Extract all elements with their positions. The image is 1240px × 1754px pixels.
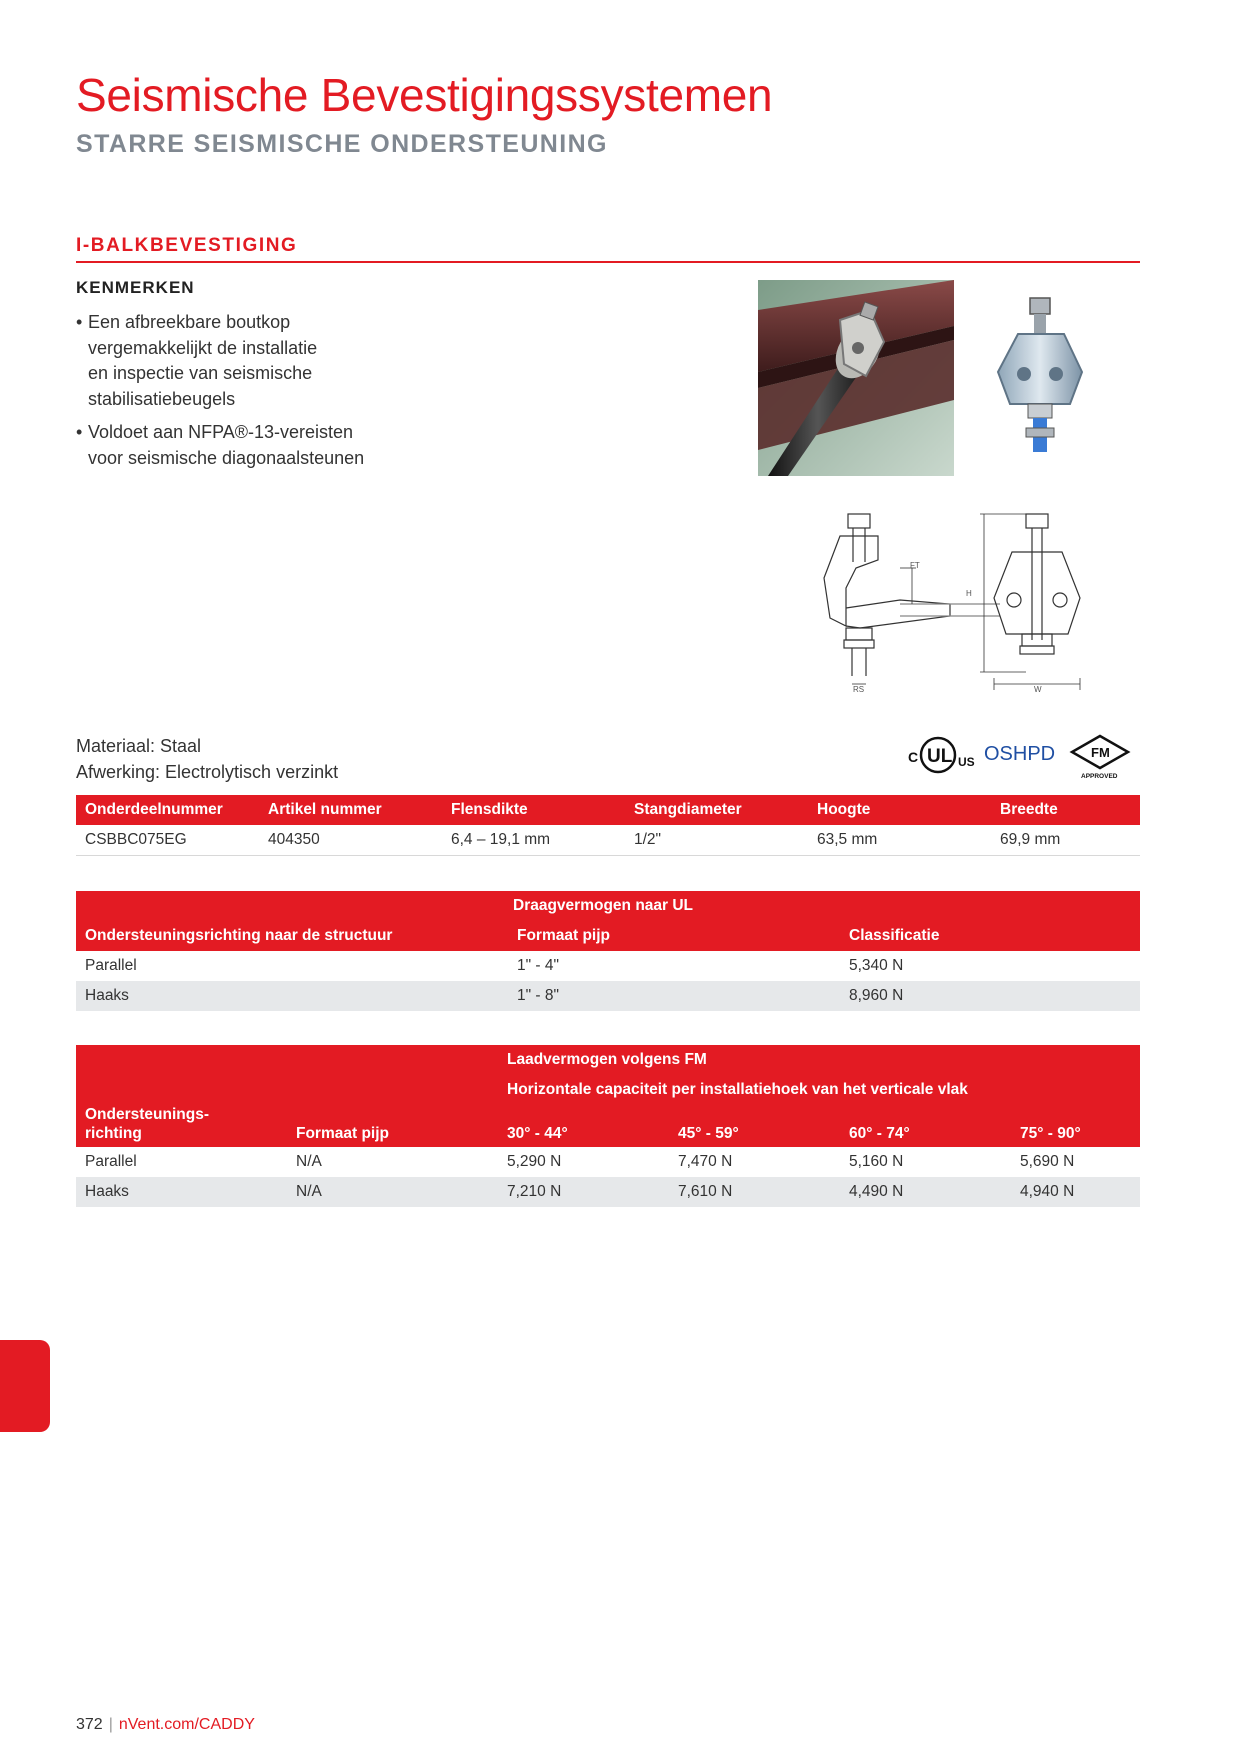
header-cell: 30° - 44° bbox=[498, 1105, 669, 1147]
table-cell: 404350 bbox=[259, 825, 442, 856]
table-cell: 1/2" bbox=[625, 825, 808, 856]
table-row bbox=[76, 951, 1140, 981]
header-cell: 45° - 59° bbox=[669, 1105, 840, 1147]
page-title: Seismische Bevestigingssystemen bbox=[76, 69, 773, 121]
fm-caption-row bbox=[76, 1045, 1140, 1075]
header-cell: Hoogte bbox=[808, 795, 991, 825]
table-row bbox=[76, 825, 1140, 856]
certification-logos bbox=[908, 730, 1138, 780]
feature-text: Voldoet aan NFPA®-13-vereisten voor seismische diagonaalsteunen bbox=[88, 422, 365, 468]
cul-us-text: US bbox=[958, 755, 975, 769]
footer-separator: | bbox=[108, 1716, 113, 1733]
page-number: 372 bbox=[76, 1716, 103, 1733]
ul-header-row bbox=[76, 921, 1140, 951]
cul-c-text: C bbox=[908, 749, 919, 765]
header-cell: Breedte bbox=[991, 795, 1140, 825]
table-cell: 1" - 8" bbox=[508, 981, 840, 1011]
website-link[interactable]: nVent.com/CADDY bbox=[118, 1716, 255, 1733]
features-heading: KENMERKEN bbox=[76, 278, 195, 297]
header-cell: Ondersteuningsrichting naar de structuur bbox=[76, 921, 508, 951]
w-label: W bbox=[1034, 685, 1042, 692]
oshpd-logo: OSHPD bbox=[984, 743, 1056, 765]
table-cell: Parallel bbox=[85, 957, 137, 974]
product-installed-photo bbox=[758, 280, 954, 476]
header-cell: Flensdikte bbox=[442, 795, 625, 825]
fm-subcaption: Horizontale capaciteit per installatiehoek van het verticale vlak bbox=[498, 1075, 1140, 1105]
header-cell: 60° - 74° bbox=[840, 1105, 1011, 1147]
ft-label: FT bbox=[910, 561, 920, 570]
table-cell: 4,490 N bbox=[840, 1177, 1011, 1207]
header-cell: Stangdiameter bbox=[625, 795, 808, 825]
feature-item bbox=[76, 420, 476, 471]
table-cell: CSBBC075EG bbox=[76, 825, 259, 856]
table-cell: 5,160 N bbox=[849, 1153, 904, 1170]
table-cell: N/A bbox=[296, 1153, 322, 1170]
material-line: Materiaal: Staal bbox=[76, 736, 202, 756]
ul-capacity-table bbox=[76, 891, 1140, 1011]
table-cell: 7,470 N bbox=[678, 1153, 733, 1170]
fm-approved-logo bbox=[1072, 736, 1128, 780]
table-cell: 5,690 N bbox=[1020, 1153, 1075, 1170]
header-cell: Ondersteunings- richting bbox=[76, 1105, 287, 1147]
feature-text: Een afbreekbare boutkop vergemakkelijkt de installatie en inspectie van seismische stabilisatiebeugels bbox=[88, 312, 318, 409]
approved-text: APPROVED bbox=[1081, 773, 1118, 780]
rs-label: RS bbox=[853, 685, 865, 692]
chapter-tab bbox=[0, 1340, 50, 1432]
table-cell: N/A bbox=[287, 1177, 498, 1207]
table-cell: 1" - 4" bbox=[517, 957, 560, 974]
fm-capacity-table bbox=[76, 1045, 1140, 1207]
side-view-drawing bbox=[824, 514, 1000, 692]
table-cell: 7,210 N bbox=[498, 1177, 669, 1207]
fm-caption: Laadvermogen volgens FM bbox=[498, 1045, 1140, 1075]
table-row bbox=[76, 1147, 1140, 1177]
header-cell: Onderdeelnummer bbox=[76, 795, 259, 825]
section-title: I-BALKBEVESTIGING bbox=[76, 235, 298, 256]
spec-table bbox=[76, 795, 1140, 856]
h-label: H bbox=[966, 589, 972, 598]
table-cell: 8,960 N bbox=[840, 981, 1140, 1011]
ul-caption-row bbox=[76, 891, 1140, 921]
feature-item bbox=[76, 310, 476, 412]
section-divider bbox=[76, 261, 1140, 263]
product-photo bbox=[978, 292, 1102, 460]
header-cell: Formaat pijp bbox=[287, 1105, 498, 1147]
table-row bbox=[76, 1177, 1140, 1207]
finish-line: Afwerking: Electrolytisch verzinkt bbox=[76, 762, 339, 782]
features-list bbox=[76, 310, 476, 479]
fm-text: FM bbox=[1091, 745, 1110, 760]
header-cell: Artikel nummer bbox=[259, 795, 442, 825]
ul-caption: Draagvermogen naar UL bbox=[508, 891, 1140, 921]
page-subtitle: STARRE SEISMISCHE ONDERSTEUNING bbox=[76, 130, 608, 158]
table-cell: Haaks bbox=[76, 981, 508, 1011]
table-cell: 5,340 N bbox=[849, 957, 904, 974]
table-cell: 4,940 N bbox=[1011, 1177, 1140, 1207]
table-cell: 7,610 N bbox=[669, 1177, 840, 1207]
spec-header-row bbox=[76, 795, 1140, 825]
table-cell: 5,290 N bbox=[507, 1153, 562, 1170]
front-view-drawing bbox=[966, 514, 1080, 692]
table-row bbox=[76, 981, 1140, 1011]
header-cell: Formaat pijp bbox=[508, 921, 840, 951]
table-cell: Haaks bbox=[76, 1177, 287, 1207]
fm-header-row bbox=[76, 1105, 1140, 1147]
technical-drawing bbox=[800, 508, 1130, 692]
header-cell: 75° - 90° bbox=[1011, 1105, 1140, 1147]
page-footer bbox=[76, 1716, 255, 1734]
header-cell: Classificatie bbox=[840, 921, 1140, 951]
table-cell: 63,5 mm bbox=[808, 825, 991, 856]
cul-us-logo bbox=[908, 738, 975, 772]
ul-text: UL bbox=[927, 746, 953, 767]
table-cell: 69,9 mm bbox=[991, 825, 1140, 856]
table-cell: Parallel bbox=[85, 1153, 137, 1170]
table-cell: 6,4 – 19,1 mm bbox=[442, 825, 625, 856]
material-info bbox=[76, 733, 338, 785]
